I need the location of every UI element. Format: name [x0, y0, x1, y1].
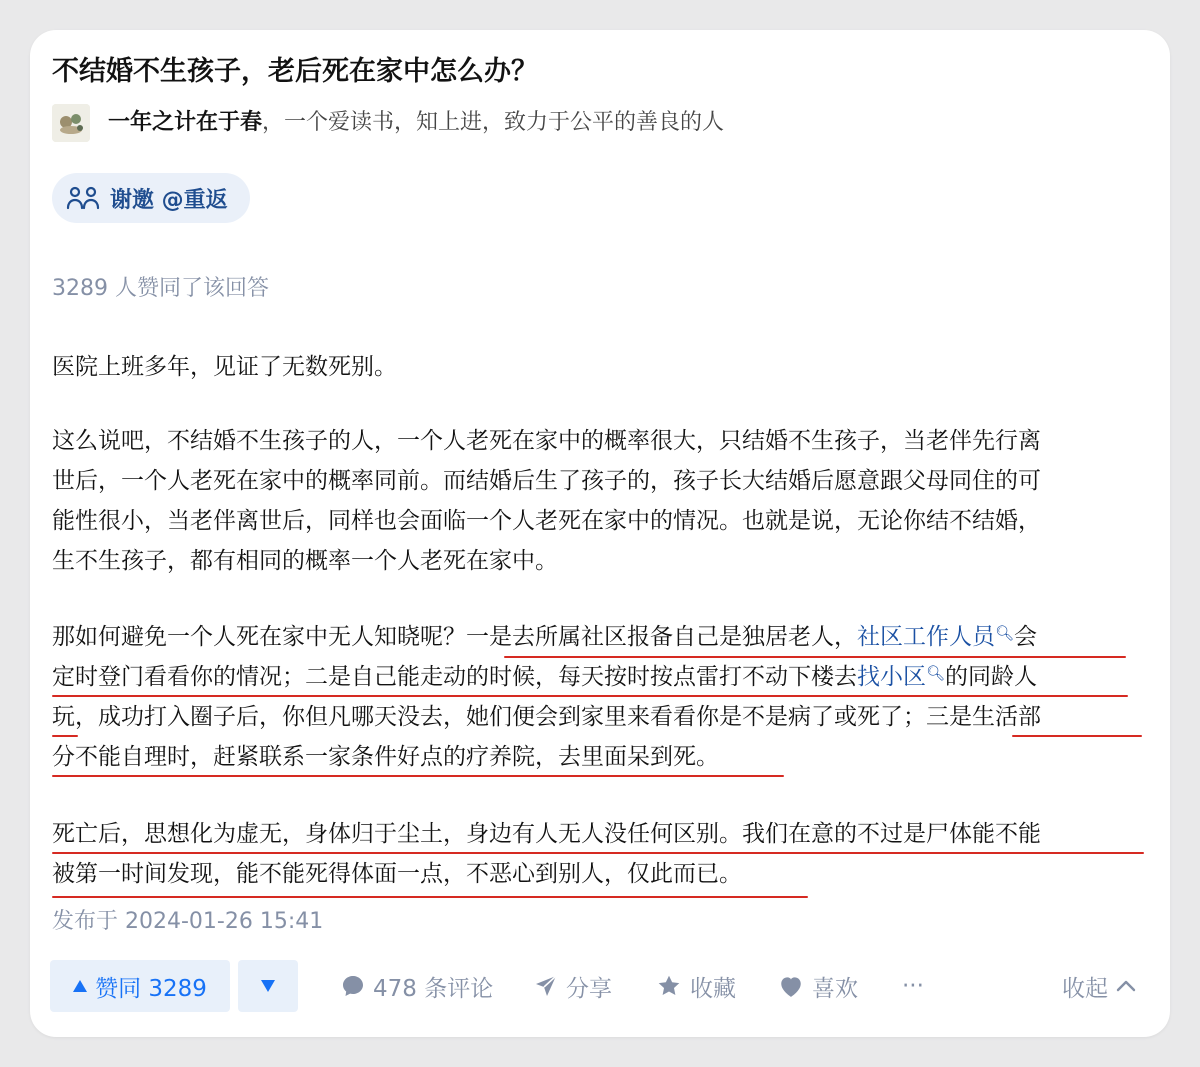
search-icon: 🔍︎	[995, 624, 1015, 642]
chevron-up-icon	[1116, 979, 1136, 993]
answer-paragraph-1	[52, 347, 1152, 387]
triangle-up-icon	[73, 980, 87, 992]
paragraph-line: 能性很小，当老伴离世后，同样也会面临一个人老死在家中的情况。也就是说，无论你结不结婚，	[52, 508, 1041, 534]
paragraph-line	[52, 737, 1152, 777]
link-community-worker[interactable]: 社区工作人员	[857, 624, 995, 650]
comment-icon	[341, 974, 365, 998]
paragraph-line	[52, 657, 1152, 697]
publish-time: 发布于 2024-01-26 15:41	[52, 909, 324, 934]
avatar-image	[52, 104, 90, 142]
link-find-neighborhood[interactable]: 找小区	[857, 664, 926, 690]
question-title[interactable]: 不结婚不生孩子，老后死在家中怎么办？	[52, 56, 538, 87]
more-button[interactable]	[902, 968, 924, 1004]
collapse-button[interactable]	[1062, 968, 1136, 1004]
author-bio: ，一个爱读书，知上进，致力于公平的善良的人	[262, 110, 725, 135]
star-icon	[656, 973, 682, 999]
answer-paragraph-4	[52, 814, 1152, 894]
text-segment: 分不能自理时，赶紧联系一家条件好点的疗养院，去里面呆到死。	[52, 744, 719, 770]
text-segment: 会	[1014, 624, 1038, 650]
paragraph-line	[52, 854, 1152, 894]
triangle-down-icon	[261, 980, 275, 992]
collapse-label: 收起	[1062, 975, 1108, 1002]
collect-button[interactable]	[656, 968, 736, 1004]
invite-label: 谢邀 @重返	[110, 187, 228, 213]
text-segment: 那如何避免一个人死在家中无人知晓呢？一是去所属社区报备自己是独居老人，	[52, 624, 857, 650]
red-underline	[52, 775, 784, 777]
paragraph-line: 医院上班多年，见证了无数死别。	[52, 354, 397, 380]
more-label: ···	[902, 973, 924, 999]
comment-label: 478 条评论	[373, 975, 494, 1002]
answer-paragraph-2	[52, 421, 1152, 581]
text-segment: 的同龄人	[945, 664, 1038, 690]
author-name[interactable]: 一年之计在于春	[108, 110, 263, 135]
collect-label: 收藏	[690, 975, 736, 1002]
text-segment: 死亡后，思想化为虚无，身体归于尘土，身边有人无人没任何区别。我们在意的不过是尸体能不能	[52, 821, 1041, 847]
text-segment: 被第一时间发现，能不能死得体面一点，不恶心到别人，仅此而已。	[52, 861, 742, 887]
invite-pill[interactable]	[52, 173, 250, 223]
like-button[interactable]	[778, 968, 858, 1004]
paper-plane-icon	[534, 974, 558, 998]
comment-button[interactable]	[341, 968, 493, 1004]
upvote-label: 赞同 3289	[95, 975, 207, 1002]
upvote-summary: 3289 人赞同了该回答	[52, 276, 269, 301]
paragraph-line: 世后，一个人老死在家中的概率同前。而结婚后生了孩子的，孩子长大结婚后愿意跟父母同住的可	[52, 468, 1041, 494]
paragraph-line	[52, 697, 1152, 737]
answer-card	[30, 30, 1170, 1037]
avatar[interactable]	[52, 104, 90, 142]
red-underline	[52, 896, 808, 898]
search-icon: 🔍︎	[926, 664, 946, 682]
text-segment: 定时登门看看你的情况；二是自己能走动的时候，每天按时按点雷打不动下楼去	[52, 664, 857, 690]
share-label: 分享	[566, 975, 612, 1002]
paragraph-line	[52, 814, 1152, 854]
upvote-button[interactable]	[50, 960, 230, 1012]
people-icon	[66, 184, 102, 212]
share-button[interactable]	[534, 968, 612, 1004]
heart-icon	[778, 974, 804, 998]
text-segment: 玩，成功打入圈子后，你但凡哪天没去，她们便会到家里来看看你是不是病了或死了；三是生活部	[52, 704, 1041, 730]
like-label: 喜欢	[812, 975, 858, 1002]
answer-paragraph-3	[52, 617, 1152, 777]
paragraph-line	[52, 617, 1152, 657]
paragraph-line: 这么说吧，不结婚不生孩子的人，一个人老死在家中的概率很大，只结婚不生孩子，当老伴先行离	[52, 428, 1041, 454]
downvote-button[interactable]	[238, 960, 298, 1012]
author-line	[108, 106, 724, 140]
paragraph-line: 生不生孩子，都有相同的概率一个人老死在家中。	[52, 548, 558, 574]
